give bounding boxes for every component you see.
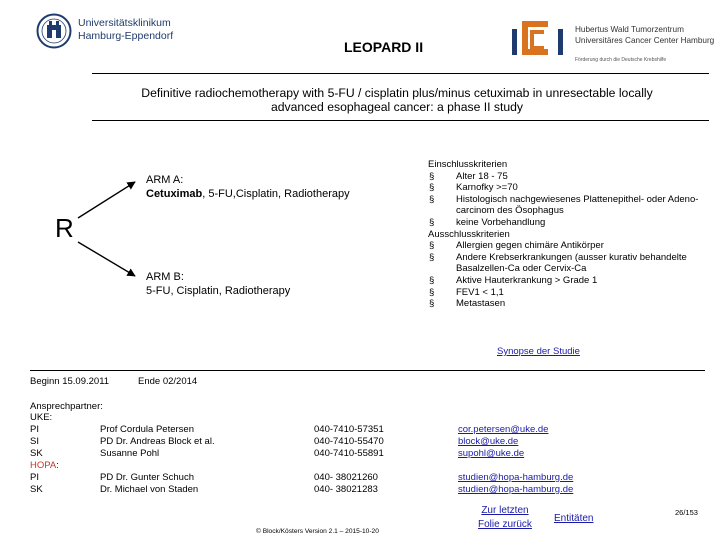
- randomization-label: R: [55, 213, 74, 243]
- page-number: 26/153: [675, 508, 698, 517]
- bullet-icon: §: [429, 216, 435, 228]
- contact-email[interactable]: studien@hopa-hamburg.de: [458, 484, 574, 495]
- contact-phone: 040-7410-55891: [314, 448, 384, 459]
- study-subtitle-line2: advanced esophageal cancer: a phase II study: [270, 100, 524, 114]
- contact-phone: 040- 38021260: [314, 472, 378, 483]
- criteria-item: [428, 240, 713, 252]
- synopse-rule: [30, 370, 705, 371]
- criteria-item: [428, 275, 713, 287]
- uke-logo: [36, 13, 196, 49]
- subtitle-top-rule: [92, 73, 709, 74]
- contact-email[interactable]: supohl@uke.de: [458, 448, 525, 459]
- hopa-logo-subtext: Förderung durch die Deutsche Krebshilfe: [575, 57, 667, 63]
- contact-row: [30, 436, 630, 448]
- hopa-logo-text: Hubertus Wald Tumorzentrum Universitäres Cancer Center Hamburg: [575, 25, 715, 45]
- criteria-item: [428, 217, 713, 229]
- contact-row: [30, 472, 630, 484]
- contact-phone: 040-7410-57351: [314, 424, 384, 435]
- criteria-text: Aktive Hauterkrankung > Grade 1: [456, 274, 598, 286]
- criteria-text: keine Vorbehandlung: [456, 216, 546, 228]
- arm-a-regimen: [146, 187, 350, 201]
- bullet-icon: §: [429, 182, 435, 194]
- back-link-line2: Folie zurück: [478, 519, 532, 530]
- criteria-item: [428, 171, 713, 183]
- contact-role: SI: [30, 436, 39, 447]
- arm-b: [146, 270, 290, 298]
- hopa-logo: [510, 17, 715, 77]
- contact-role: SK: [30, 448, 43, 459]
- arm-a: [146, 173, 350, 201]
- entities-link[interactable]: Entitäten: [554, 513, 594, 524]
- study-subtitle-line1: Definitive radiochemotherapy with 5-FU / cisplatin plus/minus cetuximab in unresectable locally: [141, 86, 653, 100]
- tumorzentrum-logo-icon: [510, 17, 568, 59]
- hopa-label-text: HOPA: [30, 460, 57, 471]
- inclusion-list: [428, 171, 713, 229]
- contact-role: SK: [30, 484, 43, 495]
- synopse-link[interactable]: Synopse der Studie: [497, 346, 580, 357]
- arm-b-regimen: 5-FU, Cisplatin, Radiotherapy: [146, 285, 291, 297]
- bullet-icon: §: [429, 170, 435, 182]
- contact-phone: 040- 38021283: [314, 484, 378, 495]
- uke-logo-text: Universitätsklinikum Hamburg-Eppendorf: [78, 17, 174, 42]
- bullet-icon: §: [429, 193, 435, 205]
- criteria-text: Andere Krebserkrankungen (ausser kurativ behandelte Basalzellen-Ca oder Cervix-Ca: [456, 251, 687, 275]
- bullet-icon: §: [429, 286, 435, 298]
- arm-a-regimen-rest: , 5-FU,Cisplatin, Radiotherapy: [202, 188, 350, 200]
- criteria-text: Allergien gegen chimäre Antikörper: [456, 240, 604, 252]
- contact-role: PI: [30, 424, 39, 435]
- contact-name: Susanne Pohl: [100, 448, 160, 459]
- criteria-text: Histologisch nachgewiesenes Plattenepithel- oder Adeno-carcinom des Ösophagus: [456, 193, 699, 217]
- contact-name: Prof Cordula Petersen: [100, 424, 194, 435]
- copyright: © Block/Kösters Version 2.1 – 2015-10-20: [256, 528, 379, 535]
- criteria-text: Metastasen: [456, 298, 506, 310]
- bullet-icon: §: [429, 298, 435, 310]
- contact-row: [30, 424, 630, 436]
- contact-email[interactable]: cor.petersen@uke.de: [458, 424, 549, 435]
- criteria-text: Karnofky >=70: [456, 182, 518, 194]
- criteria-item: [428, 194, 713, 217]
- bullet-icon: §: [429, 240, 435, 252]
- arm-a-title: ARM A:: [146, 174, 184, 186]
- criteria-text: FEV1 < 1,1: [456, 286, 504, 298]
- back-link[interactable]: [478, 504, 532, 532]
- hopa-label: [30, 460, 59, 472]
- contact-row: [30, 448, 630, 460]
- criteria-item: [428, 298, 713, 310]
- arrow-to-arm-b: [78, 242, 135, 276]
- contact-email[interactable]: block@uke.de: [458, 436, 519, 447]
- arm-a-cetuximab: Cetuximab: [146, 188, 203, 200]
- criteria-item: [428, 252, 713, 275]
- criteria-text: Alter 18 - 75: [456, 170, 508, 182]
- arm-b-title: ARM B:: [146, 271, 184, 283]
- bullet-icon: §: [429, 251, 435, 263]
- contact-name: Dr. Michael von Staden: [100, 484, 199, 495]
- criteria-item: [428, 287, 713, 299]
- contacts-heading: Ansprechpartner:: [30, 401, 103, 412]
- exclusion-header: Ausschlusskriterien: [428, 228, 510, 240]
- subtitle-bottom-rule: [92, 120, 709, 121]
- contact-row: [30, 484, 630, 496]
- criteria-block: [428, 159, 713, 310]
- study-subtitle: [92, 86, 702, 114]
- bullet-icon: §: [429, 274, 435, 286]
- contact-name: PD Dr. Gunter Schuch: [100, 472, 194, 483]
- exclusion-list: [428, 240, 713, 310]
- slide-title: LEOPARD II: [344, 39, 424, 55]
- criteria-item: [428, 182, 713, 194]
- arrow-to-arm-a: [78, 182, 135, 218]
- contact-name: PD Dr. Andreas Block et al.: [100, 436, 215, 447]
- uke-seal-icon: [36, 13, 72, 49]
- back-link-line1: Zur letzten: [481, 505, 529, 516]
- contact-email[interactable]: studien@hopa-hamburg.de: [458, 472, 574, 483]
- study-end: Ende 02/2014: [138, 376, 198, 387]
- uke-label: UKE:: [30, 412, 53, 423]
- study-begin: Beginn 15.09.2011: [30, 376, 110, 387]
- inclusion-header: Einschlusskriterien: [428, 159, 508, 170]
- contact-phone: 040-7410-55470: [314, 436, 384, 447]
- hopa-label-colon: :: [56, 460, 59, 471]
- contact-role: PI: [30, 472, 39, 483]
